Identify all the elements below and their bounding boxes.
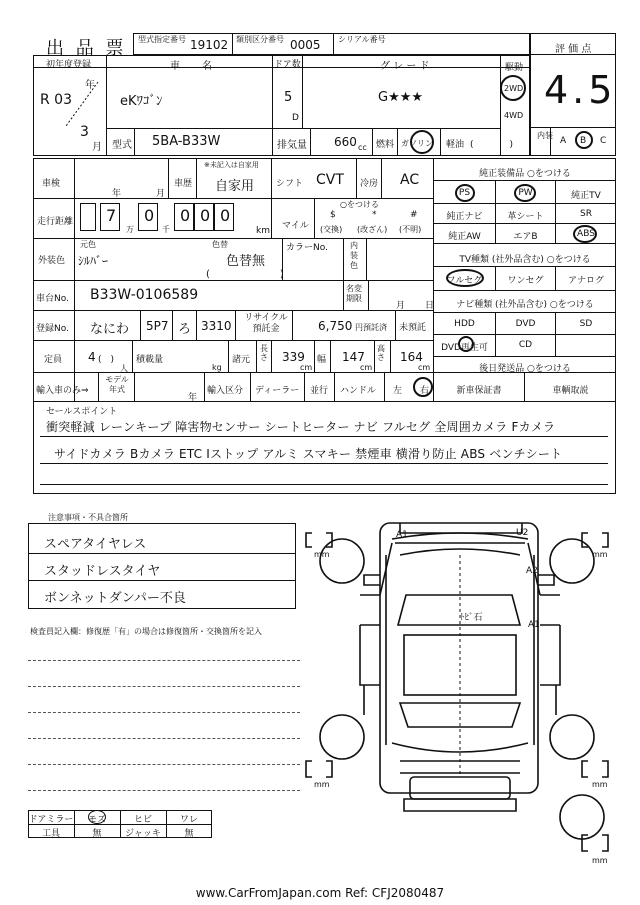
plate-label: 登録No. xyxy=(36,324,69,334)
capacity-value: 4 xyxy=(88,350,96,364)
km-unit: km xyxy=(256,226,270,236)
doors-label: ドア数 xyxy=(274,60,301,70)
mileage-label: 走行距離 xyxy=(37,217,74,227)
mile-options-label: ○をつける xyxy=(340,200,379,209)
grade-value: G★★★ xyxy=(378,90,424,105)
ac-label: 冷房 xyxy=(360,179,379,189)
post-manual: 車輌取説 xyxy=(552,386,589,396)
width-label: 幅 xyxy=(317,355,327,365)
divider xyxy=(384,372,385,401)
divider xyxy=(433,356,616,357)
first-reg-label: 初年度登録 xyxy=(46,60,92,70)
sen-unit: 千 xyxy=(162,225,170,234)
grade-label: グ レ ー ド xyxy=(380,61,430,72)
evaluation-label: 評 価 点 xyxy=(555,44,592,55)
divider xyxy=(356,158,357,198)
displacement-value: 660 xyxy=(334,135,357,149)
mm-label: mm xyxy=(314,550,330,559)
notes-label: 注意事項・不具合箇所 xyxy=(48,513,128,522)
divider xyxy=(343,238,344,280)
divider xyxy=(33,401,616,402)
mileage-digit-3: 0 xyxy=(180,206,191,225)
rule-line xyxy=(28,553,296,554)
mileage-digit-box xyxy=(80,203,96,231)
mirror-ware: ワレ xyxy=(179,815,198,825)
height-cm: cm xyxy=(418,363,431,372)
person-unit: 人 xyxy=(120,364,128,373)
mile-opt1-sub: (交換) xyxy=(320,225,343,234)
divider xyxy=(314,340,315,372)
recycle-amount: 6,750 xyxy=(318,319,353,333)
dotted-line xyxy=(28,764,300,765)
mileage-digit-4: 0 xyxy=(200,206,211,225)
navi-cd: CD xyxy=(518,340,533,350)
tv-analog: アナログ xyxy=(567,276,604,286)
mm-label: mm xyxy=(592,856,608,865)
divider xyxy=(140,310,141,340)
navi-hdd: HDD xyxy=(454,319,475,329)
mm-label: mm xyxy=(592,780,608,789)
history-note: ※未記入は自家用 xyxy=(204,161,259,169)
width-cm: cm xyxy=(360,363,373,372)
plate-class: 5P7 xyxy=(146,319,169,333)
divider xyxy=(366,238,367,280)
capacity-paren: ( ) xyxy=(98,355,115,365)
divider xyxy=(33,280,433,281)
equipment-title: 純正装備品 ○をつける xyxy=(479,169,571,179)
divider xyxy=(196,158,197,198)
car-name-value: eKﾜｺﾞﾝ xyxy=(120,94,163,109)
displacement-label: 排気量 xyxy=(277,140,307,151)
tv-oneseg: ワンセグ xyxy=(507,276,544,286)
divider xyxy=(134,128,135,156)
navi-title: ナビ種類 (社外品含む) ○をつける xyxy=(456,300,594,310)
evaluation-score: 4.5 xyxy=(544,68,617,112)
bracket-mark xyxy=(306,533,312,547)
divider xyxy=(33,310,433,311)
bracket-mark xyxy=(602,533,608,547)
divider xyxy=(550,127,551,156)
car-name-label: 車 名 xyxy=(170,61,218,72)
interior-label: 内装 xyxy=(537,131,553,140)
shaken-month: 月 xyxy=(156,189,166,199)
dotted-line xyxy=(28,712,300,713)
kg-unit: kg xyxy=(212,363,222,372)
form-title: 出 品 票 xyxy=(46,38,127,59)
mm-label: mm xyxy=(592,550,608,559)
divider xyxy=(134,372,135,401)
navi-dvd-play: DVD再生可 xyxy=(441,343,488,353)
bracket-mark xyxy=(306,761,312,777)
divider xyxy=(433,243,616,244)
plate-area: なにわ xyxy=(90,322,130,337)
serial-label: シリアル番号 xyxy=(338,35,386,44)
import-dealer: ディーラー xyxy=(255,386,300,396)
first-reg-month: 3 xyxy=(80,124,89,140)
warranty-month: 月 xyxy=(396,301,406,311)
divider xyxy=(314,198,315,238)
ac-value: AC xyxy=(400,172,420,188)
doors-value: 5 xyxy=(284,90,293,105)
type-no-label: 型式指定番号 xyxy=(138,35,186,44)
year-suffix: 年 xyxy=(85,80,95,91)
mile-opt2-sub: (改ざん) xyxy=(357,225,388,234)
damage-mark-a1-side: A1 xyxy=(528,620,540,630)
drive-4wd: 4WD xyxy=(504,111,524,120)
mm-label: mm xyxy=(314,780,330,789)
divider xyxy=(433,312,616,313)
handle-right: 右 xyxy=(420,386,430,396)
equip-airbag: エアB xyxy=(513,232,538,242)
divider xyxy=(372,128,373,156)
drive-2wd: 2WD xyxy=(504,84,524,93)
car-condition-diagram xyxy=(300,515,620,865)
plate-kana: ろ xyxy=(178,322,192,337)
handle-right-circle xyxy=(413,377,433,397)
divider xyxy=(235,310,236,340)
load-label: 積載量 xyxy=(136,355,164,365)
equip-abs: ABS xyxy=(577,229,595,239)
damage-mark-u2: U2 xyxy=(516,528,529,538)
divider xyxy=(271,158,272,198)
cc-unit: cc xyxy=(358,143,367,152)
footer-reference: www.CarFromJapan.com Ref: CFJ2080487 xyxy=(195,886,445,900)
divider xyxy=(397,128,398,156)
mile-label: マイル xyxy=(282,221,309,231)
divider xyxy=(228,340,229,372)
divider xyxy=(132,340,133,372)
divider xyxy=(256,340,257,372)
rule-line xyxy=(40,436,608,437)
capacity-label: 定員 xyxy=(44,355,63,365)
equip-aw: 純正AW xyxy=(448,232,481,242)
divider xyxy=(292,310,293,340)
divider xyxy=(374,340,375,372)
length-cm: cm xyxy=(300,363,313,372)
divider xyxy=(302,55,303,128)
jack-value: 無 xyxy=(184,829,194,839)
dotted-line xyxy=(28,686,300,687)
divider xyxy=(330,340,331,372)
note-2: スタッドレスタイヤ xyxy=(44,564,161,579)
plate-number: 3310 xyxy=(201,319,232,333)
post-warranty: 新車保証書 xyxy=(456,386,502,396)
equip-sr: SR xyxy=(580,209,592,219)
color-no-label: カラーNo. xyxy=(286,243,328,253)
rule-line xyxy=(40,484,608,485)
inspector-label: 検査員記入欄：修復歴「有」の場合は修復箇所・交換箇所を記入 xyxy=(30,627,262,636)
height-value: 164 xyxy=(400,350,423,364)
divider xyxy=(304,372,305,401)
divider xyxy=(271,340,272,372)
equip-pw: PW xyxy=(518,188,533,198)
note-1: スペアタイヤレス xyxy=(44,537,147,552)
history-value: 自家用 xyxy=(215,179,255,194)
mirror-hibi: ヒビ xyxy=(133,815,152,825)
divider xyxy=(433,223,616,224)
divider xyxy=(333,33,334,55)
class-no-label: 類別区分番号 xyxy=(236,35,284,44)
divider xyxy=(250,372,251,401)
mirror-mozu-circle xyxy=(88,810,106,824)
divider xyxy=(433,266,616,267)
mile-opt2: * xyxy=(372,210,377,220)
first-reg-era-year: R 03 xyxy=(40,92,72,108)
bracket-mark xyxy=(602,761,608,777)
sales-points-line2: サイドカメラ Bカメラ ETC Iストップ アルミ スマキー 禁煙車 横滑り防止 ABS ベンチシート xyxy=(54,447,563,461)
shaken-year: 年 xyxy=(112,189,122,199)
post-title: 後日発送品 ○をつける xyxy=(479,364,571,374)
equip-tv: 純正TV xyxy=(571,191,601,201)
divider xyxy=(433,290,616,291)
model-value: 5BA-B33W xyxy=(152,134,221,149)
man-unit: 万 xyxy=(126,225,134,234)
damage-mark-chip: ﾄﾋﾞ石 xyxy=(460,613,483,623)
damage-mark-a1-front: A1 xyxy=(396,530,408,540)
divider xyxy=(390,340,391,372)
fuel-diesel: 軽油 xyxy=(446,140,465,150)
fuel-gasoline-circle xyxy=(410,130,434,154)
dotted-line xyxy=(28,660,300,661)
length-value: 339 xyxy=(282,350,305,364)
equip-navi: 純正ナビ xyxy=(446,212,483,222)
divider xyxy=(433,203,616,204)
mileage-digit-1: 7 xyxy=(106,206,117,225)
mileage-digit-5: 0 xyxy=(220,206,231,225)
tv-fullseg: フルセグ xyxy=(446,276,483,286)
model-label: 型式 xyxy=(112,140,132,151)
diagonal-slash xyxy=(64,80,100,128)
drive-2wd-circle xyxy=(500,75,526,101)
import-label: 輸入車のみ⇒ xyxy=(36,386,89,396)
interior-grade-c: C xyxy=(600,136,607,146)
dotted-line xyxy=(28,790,300,791)
divider xyxy=(232,33,233,55)
door-sub: D xyxy=(292,113,299,123)
handle-left: 左 xyxy=(393,386,403,396)
divider xyxy=(168,158,169,198)
dims-label: 諸元 xyxy=(232,355,251,365)
divider xyxy=(271,198,272,238)
equip-leather: 革シート xyxy=(507,212,544,222)
recycle-suffix: 円預託済 xyxy=(355,323,387,332)
chassis-label: 車台No. xyxy=(36,294,69,304)
bracket-mark xyxy=(602,835,608,851)
width-value: 147 xyxy=(342,350,365,364)
tv-fullseg-circle xyxy=(446,269,484,287)
divider xyxy=(334,372,335,401)
shaken-label: 車検 xyxy=(42,179,61,189)
divider xyxy=(272,128,273,156)
month-suffix: 月 xyxy=(92,142,102,153)
divider xyxy=(310,128,311,156)
length-label: 長さ xyxy=(260,344,268,362)
rule-line xyxy=(40,463,608,464)
interior-grade-b: B xyxy=(580,136,587,146)
bracket-mark xyxy=(582,835,588,851)
sales-points-line1: 衝突軽減 レーンキープ 障害物センサー シートヒーター ナビ フルセグ 全周囲カメラ Fカメラ xyxy=(46,420,556,434)
import-kind-label: 輸入区分 xyxy=(207,386,244,396)
shift-value: CVT xyxy=(316,172,344,188)
tv-title: TV種類 (社外品含む) ○をつける xyxy=(459,255,591,265)
equip-abs-circle xyxy=(573,225,597,243)
mile-opt1: $ xyxy=(330,210,336,220)
warranty-label: 名変期限 xyxy=(346,284,362,303)
mirror-label: ドアミラー xyxy=(28,815,74,825)
mile-opt3: # xyxy=(410,210,418,220)
orig-color-label: 元色 xyxy=(80,240,96,249)
tools-label: 工具 xyxy=(41,829,60,839)
navi-sd: SD xyxy=(579,319,593,329)
fuel-other: ( ) xyxy=(470,140,514,150)
model-year-suffix: 年 xyxy=(188,393,198,403)
mile-opt3-sub: (不明) xyxy=(399,225,422,234)
divider xyxy=(381,158,382,198)
recycle-none: 未預託 xyxy=(399,323,427,333)
navi-dvd-play-circle xyxy=(458,336,474,352)
divider xyxy=(368,280,369,310)
mileage-digit-box xyxy=(100,203,120,231)
divider xyxy=(282,238,283,280)
height-label: 高さ xyxy=(377,344,385,362)
int-color-label: 内装色 xyxy=(350,241,358,270)
repaint-value: 色替無 xyxy=(226,254,266,269)
equip-ps-circle xyxy=(455,184,475,202)
dotted-line xyxy=(28,738,300,739)
divider xyxy=(343,280,344,310)
rule-line xyxy=(28,580,296,581)
divider xyxy=(106,55,107,156)
class-no-value: 0005 xyxy=(290,38,321,52)
repaint-label: 色替 xyxy=(212,240,228,249)
divider xyxy=(204,372,205,401)
shift-label: シフト xyxy=(276,179,304,189)
equip-pw-circle xyxy=(514,184,536,202)
divider xyxy=(33,340,433,341)
drive-label: 駆動 xyxy=(505,63,524,73)
divider xyxy=(433,334,616,335)
bracket-mark xyxy=(326,761,332,777)
divider xyxy=(433,180,616,181)
recycle-label: リサイクル預託金 xyxy=(244,313,288,334)
divider xyxy=(440,128,441,156)
tools-value: 無 xyxy=(92,829,102,839)
divider xyxy=(272,55,273,128)
import-parallel: 並行 xyxy=(310,386,329,396)
note-3: ボンネットダンパー不良 xyxy=(44,591,186,606)
warranty-day: 日 xyxy=(425,301,435,311)
model-year-label: モデル年式 xyxy=(105,375,129,394)
repaint-paren: ( ) xyxy=(206,269,284,280)
fuel-label: 燃料 xyxy=(376,140,395,150)
mileage-digit-2: 0 xyxy=(144,206,155,225)
chassis-value: B33W-0106589 xyxy=(90,287,199,303)
divider xyxy=(196,310,197,340)
bracket-mark xyxy=(582,761,588,777)
damage-mark-a2: A2 xyxy=(526,566,538,576)
interior-grade-a: A xyxy=(560,136,567,146)
divider xyxy=(395,310,396,340)
mirror-mozu: モズ xyxy=(87,815,106,825)
navi-dvd: DVD xyxy=(515,319,536,329)
equip-ps: PS xyxy=(458,188,471,198)
history-label: 車歴 xyxy=(174,179,193,189)
color-label: 外装色 xyxy=(38,256,66,266)
jack-label: ジャッキ xyxy=(125,829,161,839)
divider xyxy=(530,127,616,128)
sales-points-label: セールスポイント xyxy=(46,407,118,417)
handle-label: ハンドル xyxy=(340,386,377,396)
fuel-gasoline: ガソリン xyxy=(401,139,433,148)
divider xyxy=(98,372,99,401)
orig-color-value: ｼﾙﾊﾞｰ xyxy=(78,254,109,268)
type-no-value: 19102 xyxy=(190,38,229,52)
interior-grade-circle xyxy=(575,131,593,149)
divider xyxy=(172,310,173,340)
